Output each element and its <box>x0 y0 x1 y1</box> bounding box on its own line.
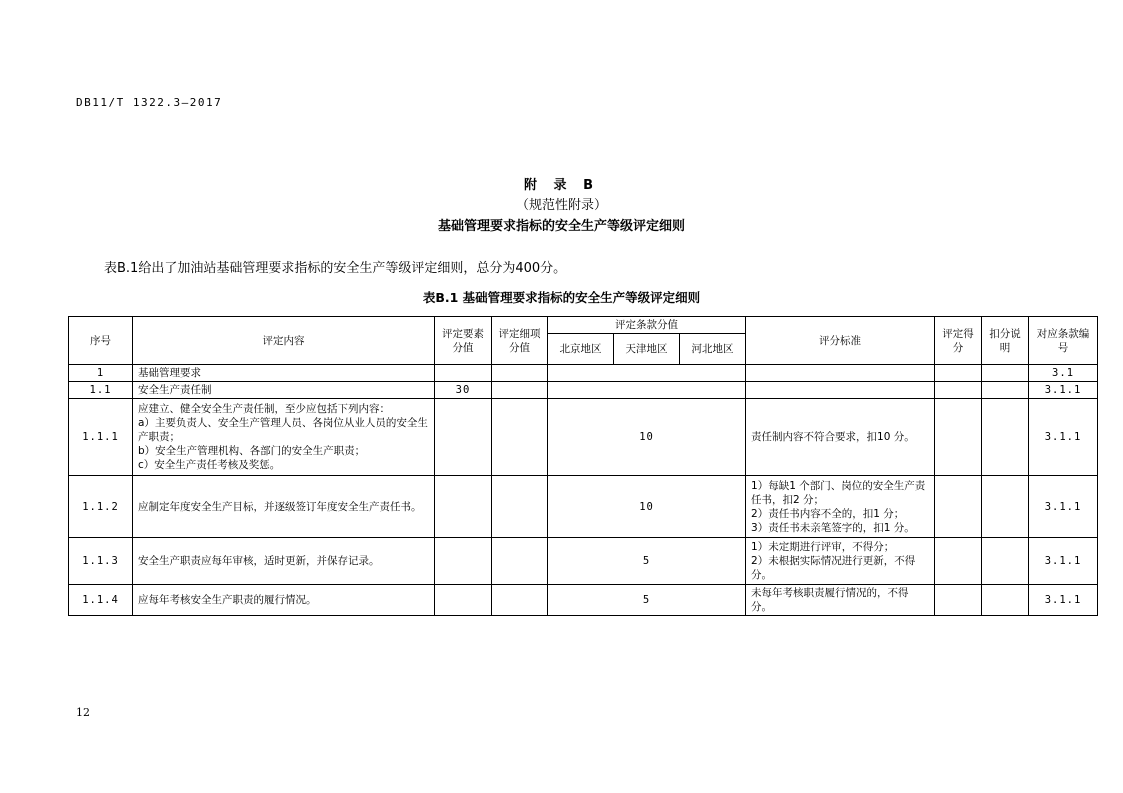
row-clause-no: 3.1.1 <box>1029 538 1098 585</box>
annex-subtitle: （规范性附录） <box>515 198 607 213</box>
row-content: 安全生产职责应每年审核，适时更新，并保存记录。 <box>133 538 435 585</box>
row-deduction <box>982 585 1029 616</box>
header-seq: 序号 <box>69 317 133 365</box>
row-criteria: 未每年考核职责履行情况的，不得分。 <box>746 585 935 616</box>
row-deduction <box>982 399 1029 476</box>
table-row <box>69 585 1098 616</box>
row-criteria: 责任制内容不符合要求，扣10 分。 <box>746 399 935 476</box>
annex-title: 附 录 B <box>524 178 599 193</box>
row-earned <box>935 476 982 538</box>
row-clause-no: 3.1.1 <box>1029 585 1098 616</box>
row-seq: 1.1.3 <box>69 538 133 585</box>
table-row <box>69 476 1098 538</box>
header-clause-no: 对应条款编号 <box>1029 317 1098 365</box>
row-element-score <box>435 585 492 616</box>
row-clause-score <box>548 382 746 399</box>
header-element-score: 评定要素分值 <box>435 317 492 365</box>
row-element-score <box>435 399 492 476</box>
page-number: 12 <box>76 706 90 719</box>
row-element-score <box>435 538 492 585</box>
header-item-score: 评定细项分值 <box>492 317 548 365</box>
row-seq: 1.1 <box>69 382 133 399</box>
row-earned <box>935 585 982 616</box>
header-beijing: 北京地区 <box>548 334 614 365</box>
row-element-score <box>435 365 492 382</box>
header-earned: 评定得分 <box>935 317 982 365</box>
row-content: 安全生产责任制 <box>133 382 435 399</box>
table-row <box>69 365 1098 382</box>
header-hebei: 河北地区 <box>680 334 746 365</box>
row-earned <box>935 399 982 476</box>
row-content: 基础管理要求 <box>133 365 435 382</box>
row-element-score: 30 <box>435 382 492 399</box>
row-clause-score <box>548 365 746 382</box>
header-deduction: 扣分说明 <box>982 317 1029 365</box>
row-clause-score: 5 <box>548 538 746 585</box>
table-title: 表B.1 基础管理要求指标的安全生产等级评定细则 <box>422 290 701 305</box>
table-row <box>69 399 1098 476</box>
row-criteria: 1）未定期进行评审，不得分； 2）未根据实际情况进行更新，不得分。 <box>746 538 935 585</box>
row-deduction <box>982 538 1029 585</box>
rating-table <box>68 316 1098 616</box>
row-item-score <box>492 399 548 476</box>
row-deduction <box>982 382 1029 399</box>
row-criteria <box>746 365 935 382</box>
row-clause-score: 10 <box>548 476 746 538</box>
header-clause-score: 评定条款分值 <box>548 317 746 334</box>
row-content: 应建立、健全安全生产责任制，至少应包括下列内容： a）主要负责人、安全生产管理人员、各岗位从业人员的安全生产职责； b）安全生产管理机构、各部门的安全生产职责； c）安全生产责任考核及奖惩。 <box>133 399 435 476</box>
row-deduction <box>982 476 1029 538</box>
row-seq: 1.1.4 <box>69 585 133 616</box>
row-deduction <box>982 365 1029 382</box>
row-clause-no: 3.1.1 <box>1029 399 1098 476</box>
row-item-score <box>492 585 548 616</box>
row-seq: 1.1.1 <box>69 399 133 476</box>
row-clause-no: 3.1.1 <box>1029 476 1098 538</box>
header-tianjin: 天津地区 <box>614 334 680 365</box>
row-seq: 1 <box>69 365 133 382</box>
row-item-score <box>492 382 548 399</box>
row-clause-no: 3.1 <box>1029 365 1098 382</box>
row-earned <box>935 538 982 585</box>
table-row <box>69 538 1098 585</box>
row-element-score <box>435 476 492 538</box>
row-item-score <box>492 476 548 538</box>
row-item-score <box>492 365 548 382</box>
row-criteria <box>746 382 935 399</box>
header-criteria: 评分标准 <box>746 317 935 365</box>
row-earned <box>935 382 982 399</box>
row-clause-no: 3.1.1 <box>1029 382 1098 399</box>
annex-name: 基础管理要求指标的安全生产等级评定细则 <box>437 219 685 234</box>
table-header-row <box>69 317 1098 334</box>
row-content: 应制定年度安全生产目标，并逐级签订年度安全生产责任书。 <box>133 476 435 538</box>
row-clause-score: 5 <box>548 585 746 616</box>
document-code: DB11/T 1322.3—2017 <box>76 96 223 109</box>
header-content: 评定内容 <box>133 317 435 365</box>
row-content: 应每年考核安全生产职责的履行情况。 <box>133 585 435 616</box>
row-earned <box>935 365 982 382</box>
table-row <box>69 382 1098 399</box>
row-clause-score: 10 <box>548 399 746 476</box>
row-criteria: 1）每缺1 个部门、岗位的安全生产责任书，扣2 分； 2）责任书内容不全的，扣1 分； 3）责任书未亲笔签字的，扣1 分。 <box>746 476 935 538</box>
intro-paragraph: 表B.1给出了加油站基础管理要求指标的安全生产等级评定细则，总分为400分。 <box>104 261 567 276</box>
row-item-score <box>492 538 548 585</box>
row-seq: 1.1.2 <box>69 476 133 538</box>
